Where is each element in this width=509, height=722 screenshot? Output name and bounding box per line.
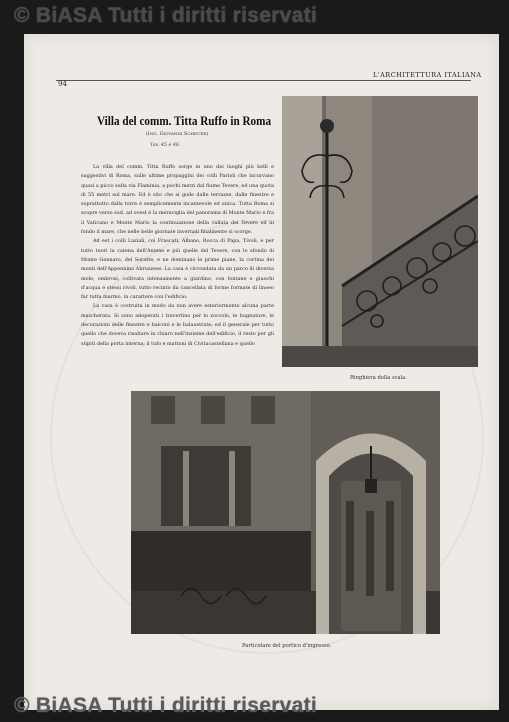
staircase-caption: Ringhiera della scala. <box>350 375 408 381</box>
portico-entrance-photo <box>131 391 440 634</box>
article-body <box>81 163 274 349</box>
paragraph-3: La casa è costruita in modo da non avere esteriormente alcuna parte mascherata. Si sono adoperati i travertino per lo zoccolo, le bugnature, le decorazioni delle finestre e balconi e le balaustrate; ed il generale per tutto quello che doveva risaltare in chiaro nell'insieme dell'edificio, il resto per gli stipiti della porta interna; il tufo e mattoni di Civitacastellana e quello <box>81 303 274 347</box>
staircase-railing-drawing <box>282 96 478 367</box>
article-author: (Ing. Giovanni Scheuer) <box>145 131 209 137</box>
copyright-watermark-top: © BiASA Tutti i diritti riservati <box>14 4 318 27</box>
page-number: 94 <box>58 80 67 88</box>
plates-reference: Tav. 45 e 46. <box>150 143 181 148</box>
copyright-watermark-bottom: © BiASA Tutti i diritti riservati <box>14 694 318 717</box>
paragraph-1: La villa del comm. Titta Ruffo sorge in uno dei luoghi più belli e suggestivi di Roma, sulle ultime propaggini dei colli Parioli che incurvano quasi a picco sulla via Flaminia, a pochi metri dal fiume Tevere, ed una quota di 55 metri sul mare. Ed è sito che si gode dalle terrazze, dalle finestre e soprattutto dalla torre è semplicemente incantevole ed unica. Tutta Roma si scopre verso sud, ad ovest è la meraviglia del panorama di Monte Mario e fra il Vaticano e Monte Mario la continuazione della vallata del Tevere ed in fondo il mare, che nelle belle giornate invernali finalmente si scorge. <box>81 164 274 236</box>
portico-drawing <box>131 391 440 634</box>
article-title: Villa del comm. Titta Ruffo in Roma <box>97 113 272 128</box>
staircase-railing-photo <box>282 96 478 367</box>
running-head: L'ARCHITETTURA ITALIANA <box>373 71 482 79</box>
header-rule <box>56 80 471 81</box>
paragraph-2: Ad est i colli Laziali, coi Frascati, Albano, Rocca di Papa, Tivoli, e per tutto tuori la catena dell'Aniene e più quelle del Tevere, con lo sfondo di Monte Gennaro, del Soratte, e ne dominano le prime piane, la cortina dei monti dell'Appennino Abruzzese. La casa è circondata da un parco di diversa mole, ombrosi, coltivata intensamente a giardino, con fontane e giuochi d'acqua e stessi rivoli, tutto recinto da cancellata di forme formate di linoeo far tutta marmo, in carattere con l'edificio. <box>81 238 274 301</box>
portico-caption: Particolare del portico d'ingresso. <box>242 643 332 649</box>
